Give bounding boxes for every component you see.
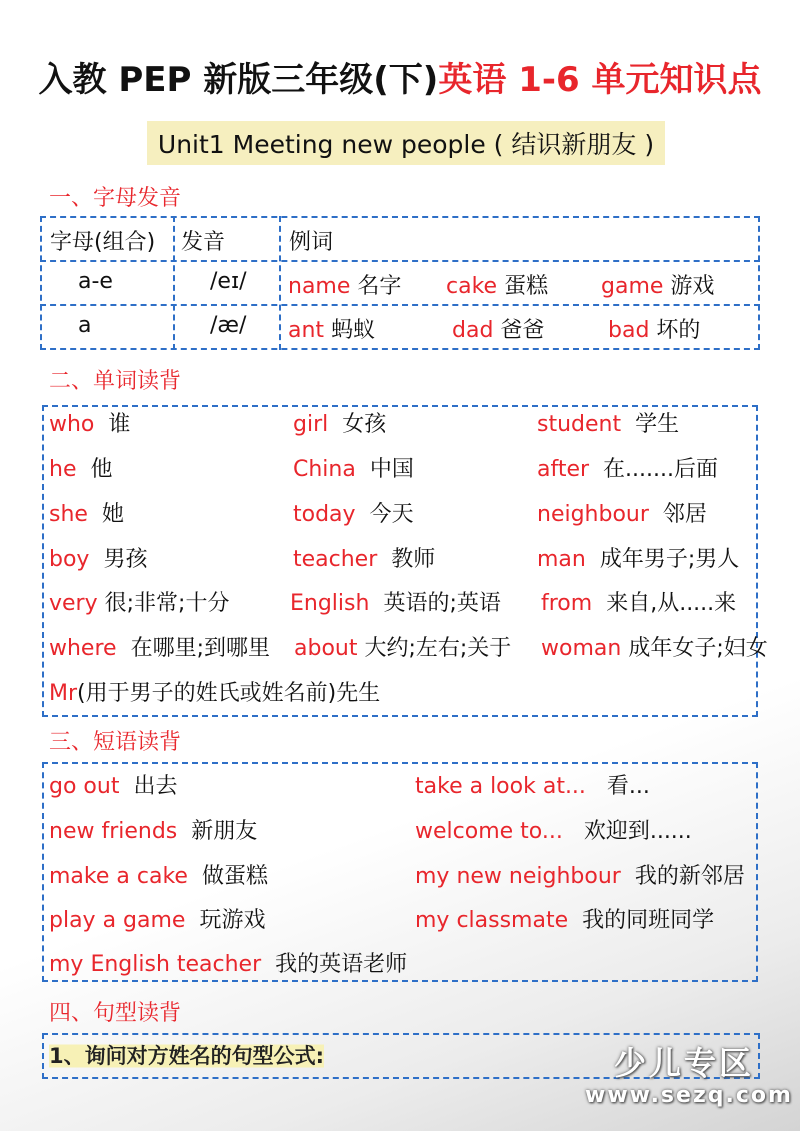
word-item: boy 男孩 [49,547,148,572]
word-item: man 成年男子;男人 [537,547,740,572]
phrase-item: take a look at... 看... [415,774,650,799]
word-item: who 谁 [49,412,131,437]
section-heading-phrases: 三、短语读背 [49,730,182,755]
table-divider [40,304,760,306]
section-heading-words: 二、单词读背 [49,369,182,394]
watermark-logo: 少儿专区 [614,1044,755,1082]
example-word: bad 坏的 [608,318,701,343]
phrase-item: new friends 新朋友 [49,819,258,844]
word-item: China 中国 [293,457,414,482]
table-divider [173,216,175,350]
example-word: name 名字 [288,274,402,299]
word-item: she 她 [49,502,124,527]
phrase-item: make a cake 做蛋糕 [49,864,268,889]
word-item: neighbour 邻居 [537,502,707,527]
row-letter: a-e [78,269,113,294]
section-heading-sentences: 四、句型读背 [49,1001,182,1026]
title-grade: 入教 PEP 新版三年级(下) [38,60,439,100]
row-letter: a [78,313,92,338]
word-item: he 他 [49,457,113,482]
example-word: cake 蛋糕 [446,274,549,299]
word-item: English 英语的;英语 [290,591,501,616]
row-sound: /eɪ/ [210,269,247,294]
phrase-item: my English teacher 我的英语老师 [49,952,408,977]
title-subject: 英语 1-6 单元知识点 [438,60,762,100]
example-word: ant 蚂蚁 [288,318,376,343]
word-item: woman 成年女子;妇女 [541,636,768,661]
word-item: teacher 教师 [293,547,436,572]
phrase-item: play a game 玩游戏 [49,908,266,933]
row-sound: /æ/ [210,313,247,338]
example-word: dad 爸爸 [452,318,545,343]
header-examples: 例词 [289,230,334,255]
phrase-item: my classmate 我的同班同学 [415,908,715,933]
word-item: girl 女孩 [293,412,387,437]
phrase-item: my new neighbour 我的新邻居 [415,864,745,889]
phrase-item: welcome to... 欢迎到...... [415,819,692,844]
word-item: about 大约;左右;关于 [294,636,512,661]
header-sound: 发音 [181,230,226,255]
sentence-pattern-label: 1、询问对方姓名的句型公式: [49,1040,324,1070]
section-heading-phonics: 一、字母发音 [49,186,182,211]
table-divider [279,216,281,350]
word-item: where 在哪里;到哪里 [49,636,270,661]
page-title [0,52,800,101]
phrase-item: go out 出去 [49,774,178,799]
table-divider [40,260,760,262]
word-item: from 来自,从.....来 [541,591,737,616]
word-item: very 很;非常;十分 [49,591,230,616]
word-item: today 今天 [293,502,414,527]
example-word: game 游戏 [601,274,715,299]
unit-banner: Unit1 Meeting new people ( 结识新朋友 ) [147,121,665,165]
word-item: student 学生 [537,412,680,437]
word-item: Mr(用于男子的姓氏或姓名前)先生 [49,681,381,706]
watermark-url: www.sezq.com [585,1083,793,1108]
header-letter: 字母(组合) [50,230,156,255]
word-item: after 在.......后面 [537,457,718,482]
